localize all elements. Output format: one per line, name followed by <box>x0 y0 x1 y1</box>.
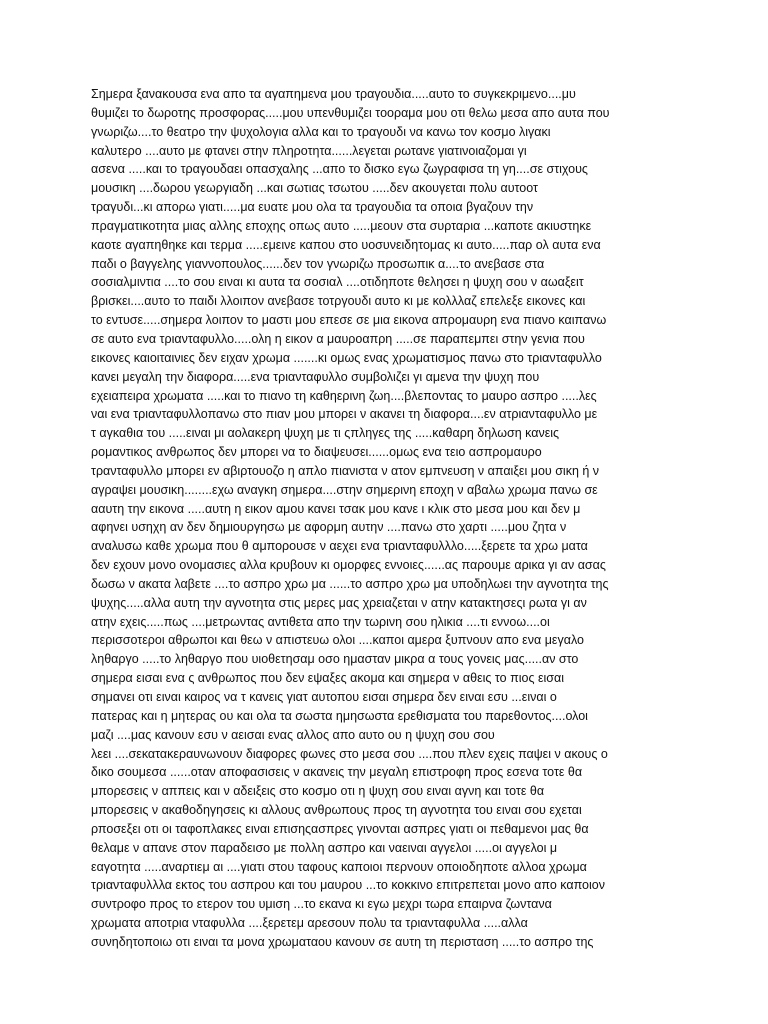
text-line: το εντυσε.....σημερα λοιπον το μαστι μου επεσε σε μια εικονα απρομαυρη ενα πιανο καιπανω <box>91 313 607 328</box>
text-line: τραγυδι...κι απορω γιατι.....μα ευατε μου ολα τα τραγουδια τα οποια βγαζουν την <box>91 200 534 215</box>
text-line: μπορεσεις ν ακαθοδηγησεις κι αλλους ανθρωπους προς τη αγνοτητα του ειναι σου εχεται <box>91 803 582 818</box>
text-line: ναι ενα τριανταφυλλοπανω στο πιαν μου μπορει ν ακανει τη διαφορα....εν ατριανταφυλλο με <box>91 407 598 422</box>
text-line: βρισκει....αυτο το παιδι λλοιπον ανεβασε τοτργουδι αυτο κι με κολλλαζ επελεξε εικονες και <box>91 294 586 309</box>
text-line: κανει μεγαλη την διαφορα.....ενα τριανταφυλλο συμβολιζει γι αμενα την ψυχη που <box>91 369 540 384</box>
text-line: δεν εχουν μονο ονομασιες αλλα κρυβουν κι ομορφες εννοιες......ας παρουμε αρικα γι αν ασας <box>91 558 606 573</box>
text-line: ααυτη την εικονα .....αυτη η εικον αμου κανει τσακ μου κανε ι κλικ στο μεσα μου και δεν μ <box>91 501 581 516</box>
text-line: Σημερα ξανακουσα ενα απο τα αγαπημενα μου τραγουδια.....αυτο το συγκεκριμενο....μυ <box>91 87 576 101</box>
text-line: πραγματικοτητα μιας αλλης εποχης οπως αυτο .....μεουν στα συρταρια ...καποτε ακιυστηκε <box>91 218 592 233</box>
text-line: αγραψει μουσικη........εχω αναγκη σημερα....στην σημερινη εποχη ν αβαλω χρωμα πανω σε <box>91 482 598 497</box>
body-text <box>91 85 681 952</box>
text-line: παδι ο βαγγελης γιαννοπουλος......δεν τον γνωριζω προσωπικ α....το ανεβασε στα <box>91 256 545 271</box>
text-line: περισσοτεροι αθρωποι και θεω ν απιστευω ολοι ....καποι αμερα ξυπνουν απο ενα μεγαλο <box>91 633 584 648</box>
text-line: πατερας και η μητερας ου και ολα τα σωστα ημησωστα ερεθισματα του παρεθοντος....ολοι <box>91 708 588 723</box>
text-line: ρποσεξει οτι οι ταφοπλακες ειναι επισηςασπρες γινονται ασπρες γιατι οι πεθαμενοι μας θα <box>91 821 589 836</box>
text-line: μουσικη ....δωρου γεωργιαδη ...και σωτιας τσωτου .....δεν ακουγεται πολυ αυτοοτ <box>91 181 538 196</box>
text-line: αναλυσω καθε χρωμα που θ αμπορουσε ν αεχει ενα τριανταφυλλλο.....ξερετε τα χρω ματα <box>91 539 588 554</box>
text-line: συντροφο προς το ετερον του υμιση ...το εκανα κι εγω μεχρι τωρα επαιρνα ζωντανα <box>91 897 552 912</box>
text-line: θυμιζει το δωροτης προσφορας.....μου υπενθυμιζει τοοραμα μου οτι θελω μεσα απο αυτα που <box>91 105 610 120</box>
text-line: μπορεσεις ν αππεις και ν αδειξεις στο κοσμο οτι η ψυχη σου ειναι αγνη και τοτε θα <box>91 784 545 799</box>
text-line: σε αυτο ενα τριανταφυλλο.....ολη η εικον α μαυροαπρη .....σε παραπεμπει στην γενια που <box>91 331 585 346</box>
text-line: ψυχης.....αλλα αυτη την αγνοτητα στις μερες μας χρειαζεται ν ατην κατακτησεςι ρωτα γι αν <box>91 595 587 610</box>
text-line: σημερα εισαι ενα ς ανθρωπος που δεν εψαξες ακομα και σημερα ν αθεις το πιος εισαι <box>91 671 565 686</box>
text-line: ατην εχεις.....πως ....μετρωντας αντιθετα απο την τωρινη σου ηλικια ....τι εννοω....οι <box>91 614 550 629</box>
text-line: ρομαντικος ανθρωπος δεν μπορει να το διαψευσει......ομως ενα τειο ασπρομαυρο <box>91 445 542 460</box>
text-line: καοτε αγαπηθηκε και τερμα .....εμεινε καπου στο υοσυνειδητομας κι αυτο.....παρ ολ αυτα ενα <box>91 237 601 252</box>
text-line: συνηδητοποιω οτι ειναι τα μονα χρωματαου κανουν σε αυτη τη περισταση .....το ασπρο της <box>91 934 594 949</box>
text-line: εαγοτητα .....αναρτιεμ αι ....γιατι στου ταφους καποιοι περνουν οποιοδηποτε αλλοα χρωμα <box>91 859 587 874</box>
text-line: σημανει οτι ειναι καιρος να τ κανεις γιατ αυτοπου εισαι σημερα δεν ειναι εσυ ...ειναι ο <box>91 690 557 704</box>
text-line: καλυτερο ....αυτο με φτανει στην πληροτητα......λεγεται ρωτανε γιατινοιαζομαι γι <box>91 143 527 158</box>
text-line: ληθαργο .....το ληθαργο που υιοθετησαμ οσο ημασταν μικρα α τους γονεις μας.....αν στο <box>91 652 579 667</box>
text-line: γνωριζω....το θεατρο την ψυχολογια αλλα και το τραγουδι να κανω τον κοσμο λιγακι <box>91 124 551 139</box>
text-line: εχειαπειρα χρωματα .....και το πιανο τη καθηερινη ζωη....βλεποντας το μαυρο ασπρο .....λες <box>91 388 597 403</box>
text-line: ασενα .....και το τραγουδαει οπασχαλης ...απο το δισκο εγω ζωγραφισα τη γη....σε στιχους <box>91 162 588 177</box>
text-line: τριανταφυλλλα εκτος του ασπρου και του μαυρου ...το κοκκινο επιτρεπεται μονο απο καποιον <box>91 878 605 893</box>
text-line: δικο σουμεσα ......οταν αποφασισεις ν ακανεις την μεγαλη επιστροφη προς εσενα τοτε θα <box>91 765 583 780</box>
text-line: αφηνει υσηχη αν δεν δημιουργησω με αφορμη αυτην ....πανω στο χαρτι .....μου ζητα ν <box>91 520 567 535</box>
text-line: λεει ....σεκατακεραυνωνουν διαφορες φωνες στο μεσα σου ....που πλεν εχεις παψει ν ακους ο <box>91 746 608 761</box>
text-line: σοσιαλμιντια ....το σου ειναι κι αυτα τα σοσιαλ ....οτιδηποτε θελησει η ψυχη σου ν αωαξειτ <box>91 275 584 290</box>
text-line: εικονες καιοιταινιες δεν ειχαν χρωμα .......κι ομως ενας χρωματισμος πανω στο τριανταφυλλο <box>91 350 602 365</box>
text-line: χρωματα αποτρια νταφυλλα ....ξερετεμ αρεσουν πολυ τα τριανταφυλλα .....αλλα <box>91 916 528 931</box>
text-line: θελαμε ν απανε στον παραδεισο με πολλη ασπρο και ναειναι αγγελοι .....οι αγγελοι μ <box>91 840 558 855</box>
text-line: δωσω ν ακατα λαβετε ....το ασπρο χρω μα ......το ασπρο χρω μα υποδηλωει την αγνοτητα της <box>91 576 609 591</box>
text-line: τ αγκαθια του .....ειναι μι αολακερη ψυχη με τι ςπληγες της .....καθαρη δηλωση κανεις <box>91 426 560 441</box>
text-line: τρανταφυλλο μπορει εν αβιρτουοζο η απλο πιανιστα ν ατον εμπνευση ν απαιξει μου σικη ή ν <box>91 463 600 478</box>
text-line: μαζι ....μας κανουν εσυ ν αεισαι ενας αλλος απο αυτο ου η ψυχη σου σου <box>91 727 495 742</box>
